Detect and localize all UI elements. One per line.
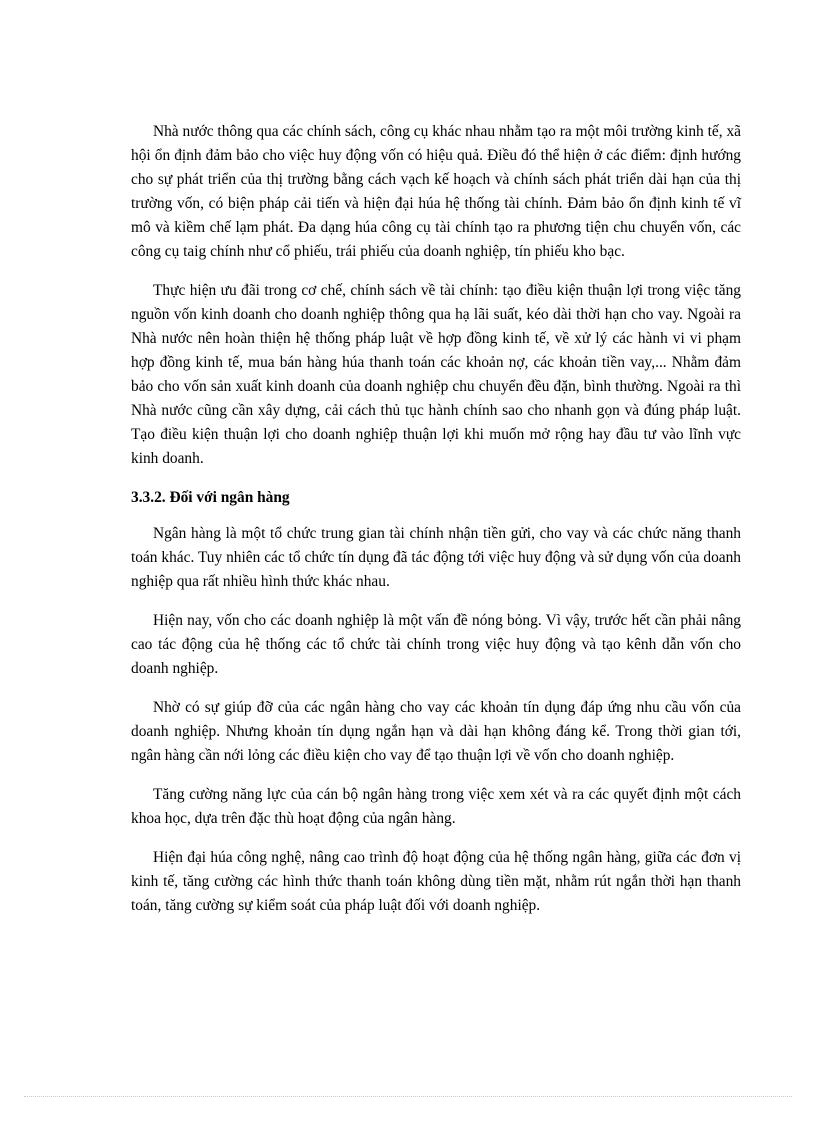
paragraph-bank-lending: Nhờ có sự giúp đỡ của các ngân hàng cho vay các khoản tín dụng đáp ứng nhu cầu vốn của doanh nghiệp. Nhưng khoản tín dụng ngắn hạn và dài hạn không đáng kể. Trong thời gian tới, ngân hàng cần nới lỏng các điều kiện cho vay để tạo thuận lợi về vốn cho doanh nghiệp. — [131, 699, 741, 764]
paragraph-modernization: Hiện đại húa công nghệ, nâng cao trình độ hoạt động của hệ thống ngân hàng, giữa các đơn vị kinh tế, tăng cường các hình thức thanh toán không dùng tiền mặt, nhằm rút ngắn thời hạn thanh toán, tăng cường sự kiểm soát của pháp luật đối với doanh nghiệp. — [131, 849, 741, 914]
section-heading: 3.3.2. Đối với ngân hàng — [131, 489, 290, 506]
paragraph-capital-issue: Hiện nay, vốn cho các doanh nghiệp là một vấn đề nóng bỏng. Vì vậy, trước hết cần phải nâng cao tác động của hệ thống các tổ chức tài chính trong việc huy động và tạo kênh dẫn vốn cho doanh nghiệp. — [131, 612, 741, 677]
paragraph-staff-capacity: Tăng cường năng lực của cán bộ ngân hàng trong việc xem xét và ra các quyết định một cách khoa học, dựa trên đặc thù hoạt động của ngân hàng. — [131, 786, 741, 827]
document-page — [131, 120, 741, 933]
paragraph-bank-role: Ngân hàng là một tổ chức trung gian tài chính nhận tiền gửi, cho vay và các chức năng thanh toán khác. Tuy nhiên các tổ chức tín dụng đã tác động tới việc huy động và sử dụng vốn của doanh nghiệp qua rất nhiều hình thức khác nhau. — [131, 525, 741, 590]
page-bottom-divider — [24, 1096, 792, 1097]
paragraph-financial-incentives: Thực hiện ưu đãi trong cơ chế, chính sách về tài chính: tạo điều kiện thuận lợi trong việc tăng nguồn vốn kinh doanh cho doanh nghiệp thông qua hạ lãi suất, kéo dài thời hạn cho vay. Ngoài ra Nhà nước nên hoàn thiện hệ thống pháp luật về hợp đồng kinh tế, về xử lý các hành vi vi phạm hợp đồng kinh tế, mua bán hàng húa thanh toán các khoản nợ, các khoản tiền vay,... Nhằm đảm bảo cho vốn sản xuất kinh doanh của doanh nghiệp chu chuyển đều đặn, bình thường. Ngoài ra thì Nhà nước cũng cần xây dựng, cải cách thủ tục hành chính sao cho nhanh gọn và đúng pháp luật. Tạo điều kiện thuận lợi cho doanh nghiệp thuận lợi khi muốn mở rộng hay đầu tư vào lĩnh vực kinh doanh. — [131, 282, 741, 467]
paragraph-state-policy: Nhà nước thông qua các chính sách, công cụ khác nhau nhằm tạo ra một môi trường kinh tế, xã hội ổn định đảm bảo cho việc huy động vốn có hiệu quả. Điều đó thể hiện ở các điểm: định hướng cho sự phát triển của thị trường bằng cách vạch kế hoạch và chính sách phát triển dài hạn của thị trường vốn, có biện pháp cải tiến và hiện đại húa hệ thống tài chính. Đảm bảo ổn định kinh tế vĩ mô và kiềm chế lạm phát. Đa dạng húa công cụ tài chính tạo ra phương tiện chu chuyển vốn, các công cụ taig chính như cổ phiếu, trái phiếu của doanh nghiệp, tín phiếu kho bạc. — [131, 123, 741, 260]
